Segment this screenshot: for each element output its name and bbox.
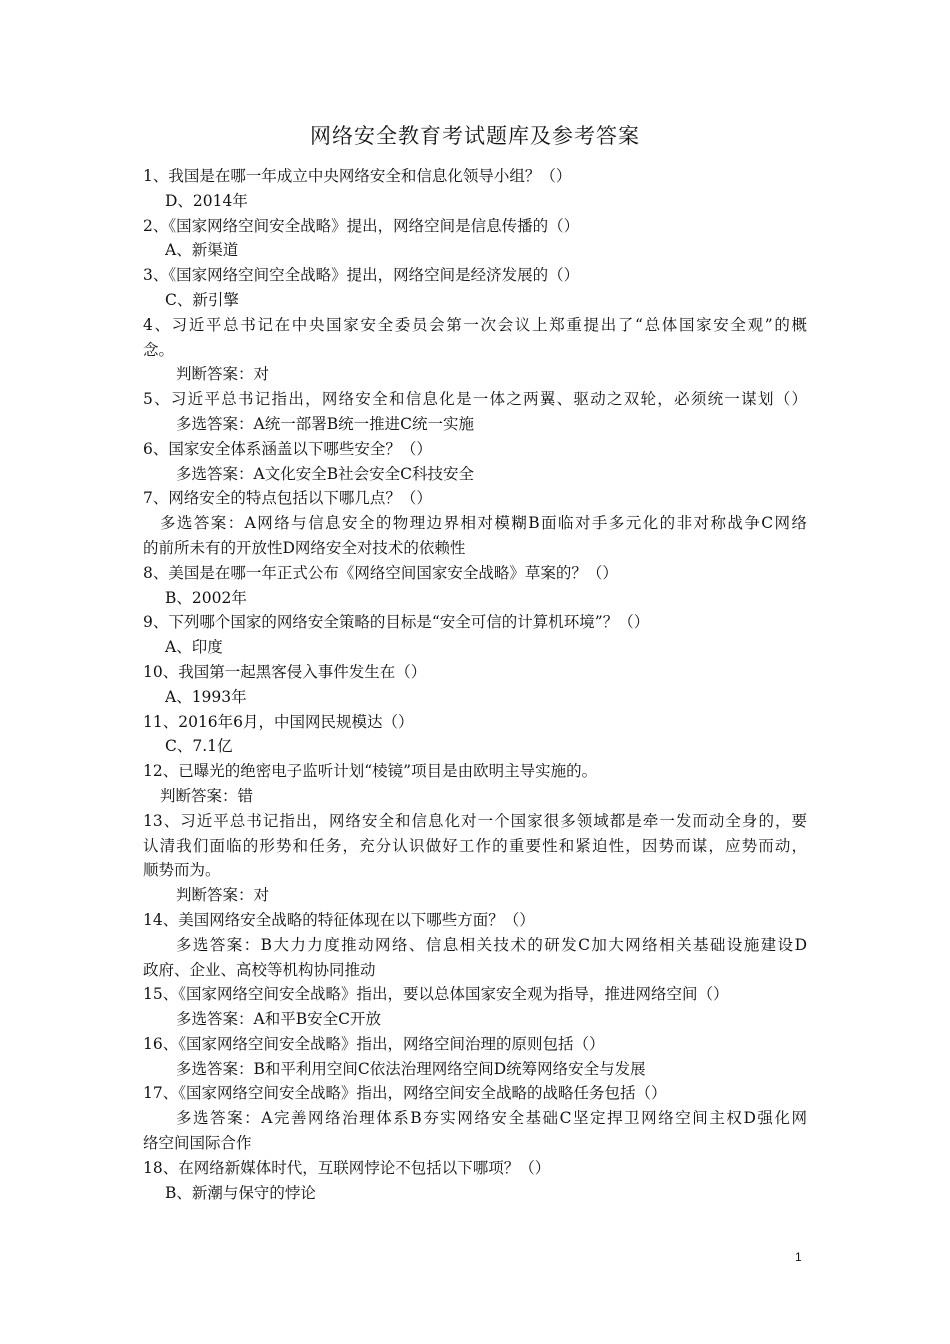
question-4: 4、习近平总书记在中央国家安全委员会第一次会议上郑重提出了“总体国家安全观”的概 (143, 315, 807, 334)
question-8: 8、美国是在哪一年正式公布《网络空间国家安全战略》草案的？（） (143, 563, 618, 582)
answer-2: A、新渠道 (165, 241, 239, 260)
answer-4: 判断答案：对 (176, 365, 270, 384)
question-1: 1、我国是在哪一年成立中央网络安全和信息化领导小组？（） (143, 167, 572, 185)
answer-15: 多选答案：A和平B安全C开放 (176, 1010, 381, 1029)
question-7: 7、网络安全的特点包括以下哪几点？（） (143, 489, 432, 508)
answer-18: B、新潮与保守的悖论 (165, 1183, 316, 1202)
answer-11: C、7.1亿 (165, 737, 233, 756)
answer-16: 多选答案：B和平利用空间C依法治理网络空间D统筹网络安全与发展 (176, 1059, 646, 1078)
answer-6: 多选答案：A文化安全B社会安全C科技安全 (176, 464, 474, 483)
answer-14-cont: 政府、企业、高校等机构协同推动 (143, 960, 376, 979)
question-14: 14、美国网络安全战略的特征体现在以下哪些方面？（） (143, 910, 535, 929)
answer-10: A、1993年 (165, 687, 247, 706)
answer-12: 判断答案：错 (160, 786, 254, 805)
question-11: 11、2016年6月，中国网民规模达（） (143, 712, 414, 731)
question-3: 3、《国家网络空间空全战略》提出，网络空间是经济发展的（） (143, 266, 580, 285)
question-12: 12、已曝光的绝密电子监听计划“棱镜”项目是由欧明主导实施的。 (143, 762, 598, 781)
question-16: 16、《国家网络空间安全战略》指出，网络空间治理的原则包括（） (143, 1034, 605, 1053)
answer-5: 多选答案：A统一部署B统一推进C统一实施 (176, 414, 474, 433)
question-13-end: 顺势而为。 (143, 861, 221, 880)
answer-17: 多选答案：A完善网络治理体系B夯实网络安全基础C坚定捍卫网络空间主权D强化网 (176, 1109, 807, 1128)
answer-7-cont: 的前所未有的开放性D网络安全对技术的依赖性 (143, 538, 466, 557)
question-17: 17、《国家网络空间安全战略》指出，网络空间安全战略的战略任务包括（） (143, 1084, 667, 1103)
question-13-cont: 认清我们面临的形势和任务，充分认识做好工作的重要性和紧迫性，因势而谋，应势而动， (143, 836, 807, 855)
answer-13: 判断答案：对 (176, 886, 270, 905)
question-9: 9、下列哪个国家的网络安全策略的目标是“安全可信的计算机环境”？（） (143, 613, 650, 632)
question-13: 13、习近平总书记指出，网络安全和信息化对一个国家很多领域都是牵一发而动全身的，要 (143, 811, 807, 830)
question-18: 18、在网络新媒体时代，互联网悖论不包括以下哪项？（） (143, 1158, 551, 1177)
question-5: 5、习近平总书记指出，网络安全和信息化是一体之两翼、驱动之双轮，必须统一谋划（） (143, 390, 807, 409)
question-2: 2、《国家网络空间安全战略》提出，网络空间是信息传播的（） (143, 216, 580, 235)
document-body (143, 164, 807, 1205)
answer-14: 多选答案：B大力力度推动网络、信息相关技术的研发C加大网络相关基础设施建设D (176, 935, 807, 954)
document-title: 网络安全教育考试题库及参考答案 (310, 124, 640, 148)
answer-7: 多选答案：A网络与信息安全的物理边界相对模糊B面临对手多元化的非对称战争C网络 (160, 514, 807, 533)
answer-1: D、2014年 (165, 191, 248, 210)
question-6: 6、国家安全体系涵盖以下哪些安全？（） (143, 439, 432, 458)
question-4-cont: 念。 (143, 340, 175, 359)
question-15: 15、《国家网络空间安全战略》指出，要以总体国家安全观为指导，推进网络空间（） (143, 985, 729, 1004)
answer-17-cont: 络空间国际合作 (143, 1134, 252, 1153)
page-number: 1 (795, 1250, 802, 1264)
answer-8: B、2002年 (165, 588, 247, 607)
answer-3: C、新引擎 (165, 290, 239, 309)
question-10: 10、我国第一起黑客侵入事件发生在（） (143, 662, 427, 681)
answer-9: A、印度 (165, 638, 223, 657)
